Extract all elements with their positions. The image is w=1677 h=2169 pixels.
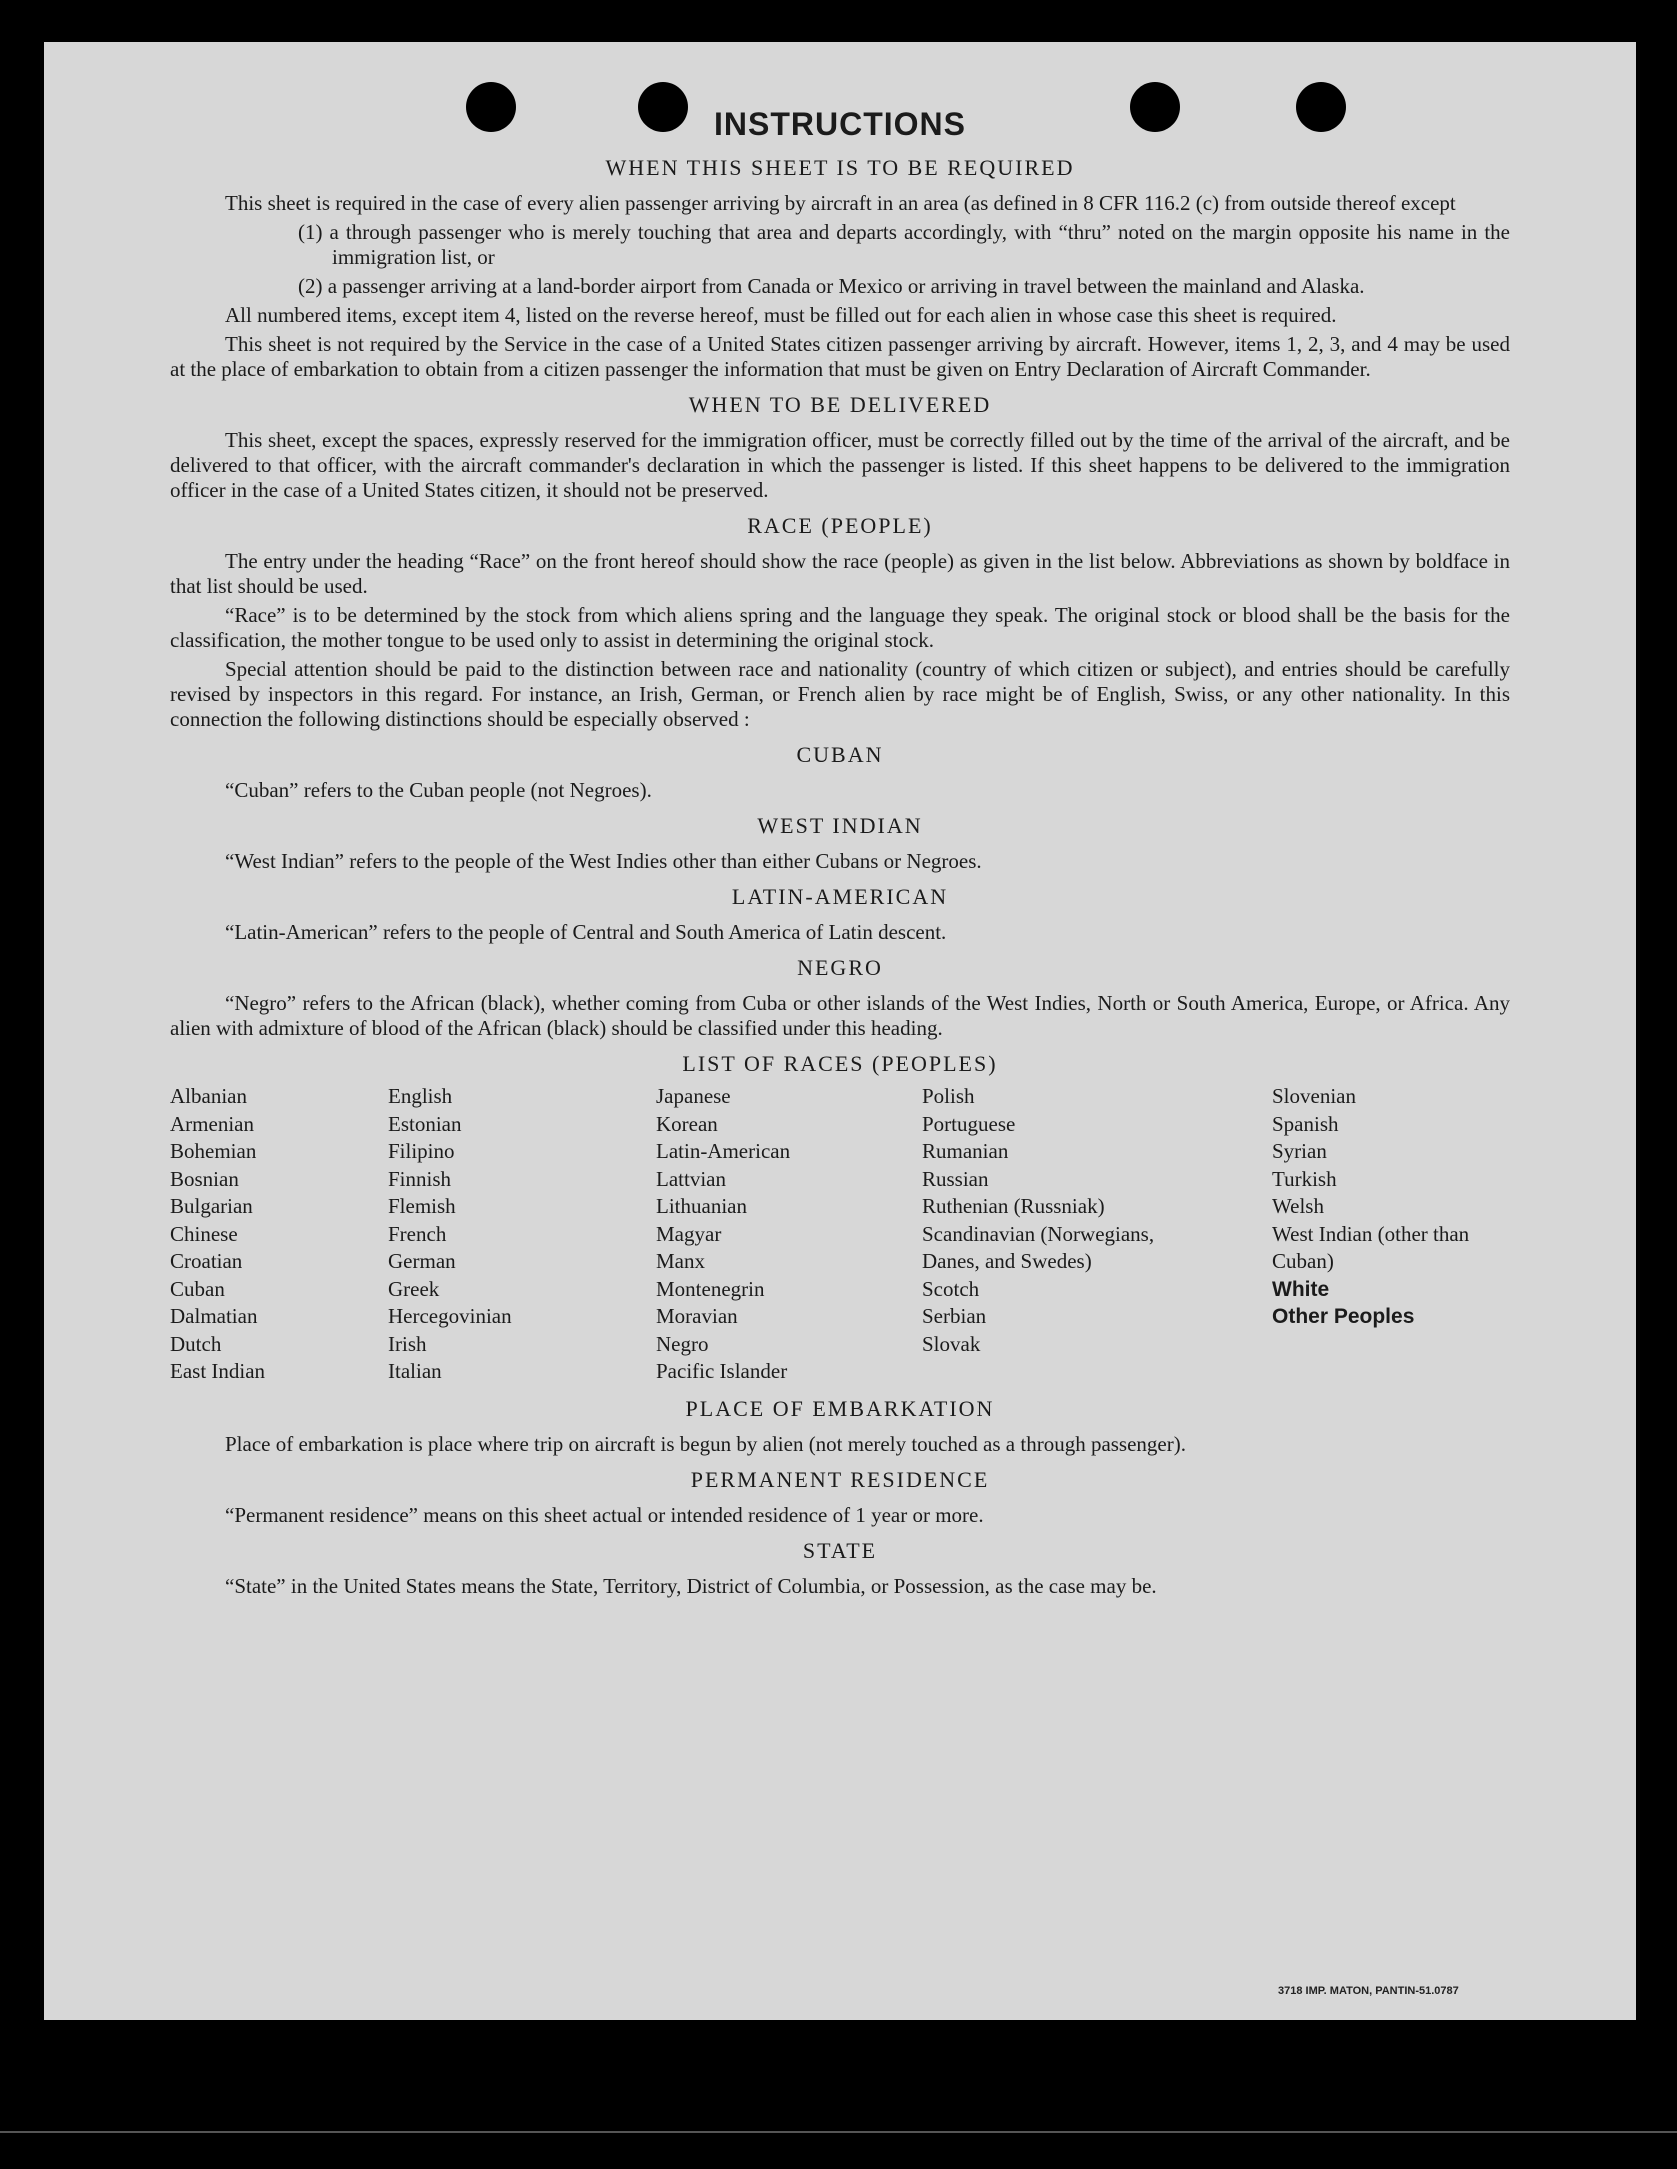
race-item: Scandinavian (Norwegians, Danes, and Swedes): [922, 1221, 1155, 1273]
section-heading: PERMANENT RESIDENCE: [690, 1466, 990, 1492]
race-item: Magyar: [656, 1221, 722, 1246]
race-item: Montenegrin: [656, 1276, 765, 1301]
race-item: German: [388, 1249, 456, 1273]
section-heading: RACE (PEOPLE): [747, 513, 933, 538]
race-item: Flemish: [388, 1194, 456, 1218]
race-item: Scotch: [922, 1276, 980, 1301]
section-heading: CUBAN: [796, 742, 884, 767]
race-item: Portuguese: [922, 1111, 1016, 1136]
race-item: Cuban: [170, 1276, 225, 1301]
race-item: Russian: [922, 1166, 989, 1191]
race-item: Filipino: [388, 1139, 455, 1163]
race-item: Armenian: [170, 1111, 254, 1136]
race-item: Manx: [656, 1249, 705, 1273]
paragraph: Special attention should be paid to the distinction between race and nationality (country of which citizen or subject), and entries should be carefully revised by inspectors in this regard. For instance, an Irish, German, or French alien by race might be of English, Swiss, or any other nationality. In this connection the following distinctions should be especially observed :: [170, 657, 1510, 731]
race-item: Dutch: [170, 1331, 222, 1356]
race-item: Lattvian: [656, 1166, 726, 1191]
race-item: Greek: [388, 1276, 440, 1301]
race-item: Finnish: [388, 1166, 452, 1191]
race-item: Bohemian: [170, 1139, 257, 1163]
race-item: Latin-American: [656, 1139, 791, 1163]
paragraph: This sheet is not required by the Service in the case of a United States citizen passenger arriving by aircraft. However, items 1, 2, 3, and 4 may be used at the place of embarkation to obtain from a citizen passenger the information that must be given on Entry Declaration of Aircraft Commander.: [170, 332, 1510, 381]
race-item: White: [1272, 1277, 1330, 1301]
race-item: Ruthenian (Russniak): [922, 1194, 1105, 1218]
race-column: [922, 1083, 1272, 1386]
list-item: (1) a through passenger who is merely touching that area and departs accordingly, with “thru” noted on the margin opposite his name in the immigration list, or: [298, 220, 1510, 269]
paragraph: “Race” is to be determined by the stock from which aliens spring and the language they speak. The original stock or blood shall be the basis for the classification, the mother tongue to be used only to assist in determining the original stock.: [170, 603, 1510, 652]
race-item: French: [388, 1221, 447, 1246]
race-item: Albanian: [170, 1084, 247, 1108]
paragraph: “State” in the United States means the State, Territory, District of Columbia, or Possession, as the case may be.: [225, 1573, 1157, 1598]
race-item: Moravian: [656, 1304, 738, 1328]
document-body: [170, 106, 1510, 1599]
race-item: Lithuanian: [656, 1194, 747, 1218]
page-title: INSTRUCTIONS: [714, 106, 966, 142]
race-item: West Indian (other than Cuban): [1272, 1221, 1470, 1273]
paragraph: This sheet is required in the case of every alien passenger arriving by aircraft in an area (as defined in 8 CFR 116.2 (c) from outside thereof except: [225, 191, 1456, 215]
race-item: Welsh: [1272, 1194, 1324, 1218]
paragraph: “West Indian” refers to the people of the West Indies other than either Cubans or Negroes.: [225, 849, 982, 873]
race-item: Spanish: [1272, 1111, 1339, 1136]
document-sheet: [44, 42, 1636, 2020]
race-item: Korean: [656, 1111, 718, 1136]
paragraph: All numbered items, except item 4, listed on the reverse hereof, must be filled out for each alien in whose case this sheet is required.: [225, 303, 1337, 327]
paragraph: Place of embarkation is place where trip on aircraft is begun by alien (not merely touched as a through passenger).: [225, 1431, 1186, 1456]
race-item: Estonian: [388, 1111, 462, 1136]
section-heading: WHEN THIS SHEET IS TO BE REQUIRED: [605, 155, 1075, 180]
list-item: (2) a passenger arriving at a land-border airport from Canada or Mexico or arriving in travel between the mainland and Alaska.: [298, 274, 1365, 298]
printer-imprint: 3718 IMP. MATON, PANTIN-51.0787: [1278, 1985, 1459, 1997]
paragraph: This sheet, except the spaces, expressly reserved for the immigration officer, must be correctly filled out by the time of the arrival of the aircraft, and be delivered to that officer, with the aircraft commander's declaration in which the passenger is listed. If this sheet happens to be delivered to the immigration officer in the case of a United States citizen, it should not be preserved.: [170, 428, 1510, 502]
race-column: [170, 1083, 388, 1386]
race-item: Italian: [388, 1359, 442, 1383]
race-item: Pacific Islander: [656, 1359, 788, 1383]
race-item: Croatian: [170, 1249, 243, 1273]
race-item: Dalmatian: [170, 1304, 258, 1328]
race-item: Bosnian: [170, 1166, 239, 1191]
section-heading: STATE: [802, 1537, 878, 1563]
paragraph: “Cuban” refers to the Cuban people (not Negroes).: [225, 778, 652, 802]
race-item: Japanese: [656, 1084, 731, 1108]
race-item: Rumanian: [922, 1139, 1009, 1163]
race-column: [388, 1083, 656, 1386]
paragraph: “Negro” refers to the African (black), whether coming from Cuba or other islands of the West Indies, North or South America, Europe, or Africa. Any alien with admixture of blood of the African (black) should be classified under this heading.: [170, 991, 1510, 1040]
race-item: English: [388, 1084, 453, 1108]
section-heading: WEST INDIAN: [757, 813, 923, 838]
race-item: Irish: [388, 1331, 427, 1356]
section-heading: PLACE OF EMBARKATION: [685, 1395, 995, 1421]
paragraph: “Latin-American” refers to the people of Central and South America of Latin descent.: [225, 920, 947, 944]
race-item: Slovenian: [1272, 1084, 1356, 1108]
race-item: Serbian: [922, 1304, 987, 1328]
race-item: Bulgarian: [170, 1194, 253, 1218]
race-item: Turkish: [1272, 1166, 1337, 1191]
paragraph: “Permanent residence” means on this sheet actual or intended residence of 1 year or more.: [225, 1502, 984, 1527]
divider: [0, 2131, 1677, 2133]
section-heading: NEGRO: [797, 955, 883, 980]
race-item: Slovak: [922, 1331, 981, 1356]
race-item: Other Peoples: [1272, 1305, 1415, 1328]
race-item: Hercegovinian: [388, 1304, 512, 1328]
section-heading: WHEN TO BE DELIVERED: [688, 392, 992, 417]
paragraph: The entry under the heading “Race” on the front hereof should show the race (people) as given in the list below. Abbreviations as shown by boldface in that list should be used.: [170, 549, 1510, 598]
section-heading: LATIN-AMERICAN: [731, 884, 949, 909]
race-list: [170, 1083, 1510, 1386]
race-item: Syrian: [1272, 1139, 1327, 1163]
race-item: East Indian: [170, 1359, 266, 1383]
race-item: Negro: [656, 1331, 709, 1356]
race-column: [1272, 1083, 1510, 1386]
section-heading: LIST OF RACES (PEOPLES): [682, 1051, 998, 1076]
race-column: [656, 1083, 922, 1386]
race-item: Polish: [922, 1084, 975, 1108]
race-item: Chinese: [170, 1221, 238, 1246]
